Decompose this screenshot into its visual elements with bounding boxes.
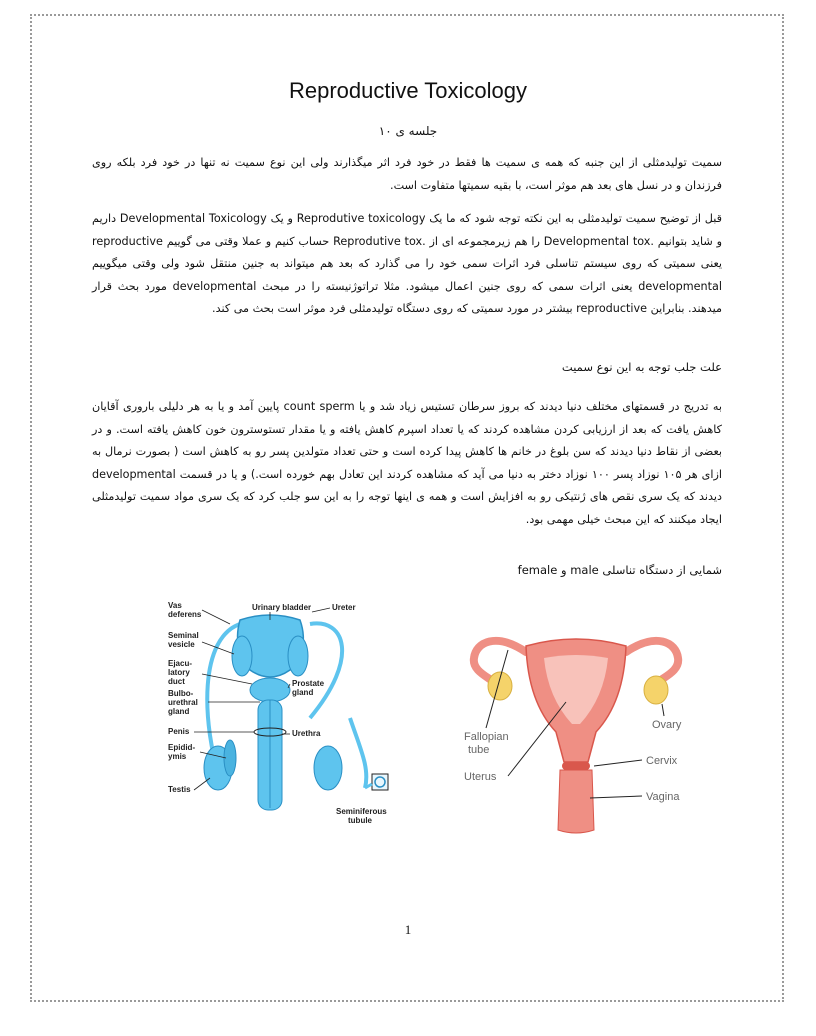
- paragraph-intro: سمیت تولیدمثلی از این جنبه که همه ی سمیت ها فقط در خود فرد اثر میگذارند ولی این نوع سمیت نه تنها در خود فرد بلکه روی فرزندان و در نسل های بعد هم موثر است، با بقیه سمیتها متفاوت است.: [92, 156, 722, 192]
- heading-schematic: شمایی از دستگاه تناسلی male و female: [517, 563, 722, 577]
- label-fallopian-tube: Fallopian tube: [464, 731, 509, 756]
- page-title: Reproductive Toxicology: [288, 78, 528, 103]
- paragraph-reason: به تدریج در قسمتهای مختلف دنیا دیدند که بروز سرطان تستیس زیاد شد و یا count sperm پایین آمد و یا به هر دلیلی باروری آقایان کاهش یافت که بعد از ارزیابی کردن مشاهده کردند که یا تعداد اسپرم کاهش یافته و یا مقدار تستوسترون خون کاهش یافته است. و در بعضی از نقاط دنیا دیدند که سن بلوغ در خانم ها کاهش پیدا کرده است و حتی تعداد متولدین پسر رو به کاهش است ( بصورت نرمال به ازای هر ۱۰۵ نوزاد پسر ۱۰۰ نوزاد دختر به دنیا می آید که مشاهده کردند این تعادل بهم خورده است.) و یا در قسمت developmental دیدند که یک سری نقص های ژنتیکی رو به افزایش است و همه ی اینها توجه را به این سو جلب کرد که یک سری مواد سمیت تولیدمثلی ایجاد میکنند که این مبحث خیلی مهمی بود.: [92, 400, 723, 526]
- label-vas-deferens: Vas deferens: [168, 601, 202, 619]
- paragraph-definitions: قبل از توضیح سمیت تولیدمثلی به این نکته توجه شود که ما یک Reprodutive toxicology و یک Developmental Toxicology داریم و شاید بتوانیم .Developmental tox را هم زیرمجموعه ای از .Reprodutive tox حساب کنیم و عملا وقتی می گوییم reproductive یعنی سمیتی که روی سیستم تناسلی فرد اثرات سمی خود را می گذارد که بعد هم میتواند به جنین منتقل شود ولی وقتی میگوییم developmental یعنی اثرات سمی که روی جنین اعمال میشود. مثلا تراتوژنیسته را در مبحث developmental مورد بحث قرار میدهند. بنابراین reproductive بیشتر در مورد سمیتی که روی دستگاه تولیدمثلی فرد موثر است بحث می کند.: [92, 212, 723, 315]
- label-bulbourethral-gland: Bulbo- urethral gland: [168, 689, 198, 716]
- male-organs: [204, 615, 388, 810]
- label-vagina: Vagina: [646, 791, 680, 803]
- male-reproductive-figure: [160, 598, 410, 838]
- session-label: جلسه ی ۱۰: [378, 124, 438, 138]
- label-seminiferous-tubule: Seminiferous tubule: [336, 807, 387, 825]
- label-ureter: Ureter: [332, 603, 356, 612]
- label-seminal-vesicle: Seminal vesicle: [168, 631, 199, 649]
- label-urethra: Urethra: [292, 729, 321, 738]
- label-cervix: Cervix: [646, 755, 678, 767]
- label-ejaculatory-duct: Ejacu- latory duct: [168, 659, 193, 686]
- label-testis: Testis: [168, 785, 191, 794]
- female-reproductive-figure: [456, 612, 696, 842]
- label-uterus: Uterus: [464, 771, 497, 783]
- page-number: 1: [404, 922, 412, 937]
- label-penis: Penis: [168, 727, 190, 736]
- label-prostate-gland: Prostate gland: [292, 679, 325, 697]
- heading-reason: علت جلب توجه به این نوع سمیت: [561, 360, 722, 374]
- label-epididymis: Epidid- ymis: [168, 743, 196, 761]
- label-urinary-bladder: Urinary bladder: [252, 603, 312, 612]
- label-ovary: Ovary: [652, 719, 682, 731]
